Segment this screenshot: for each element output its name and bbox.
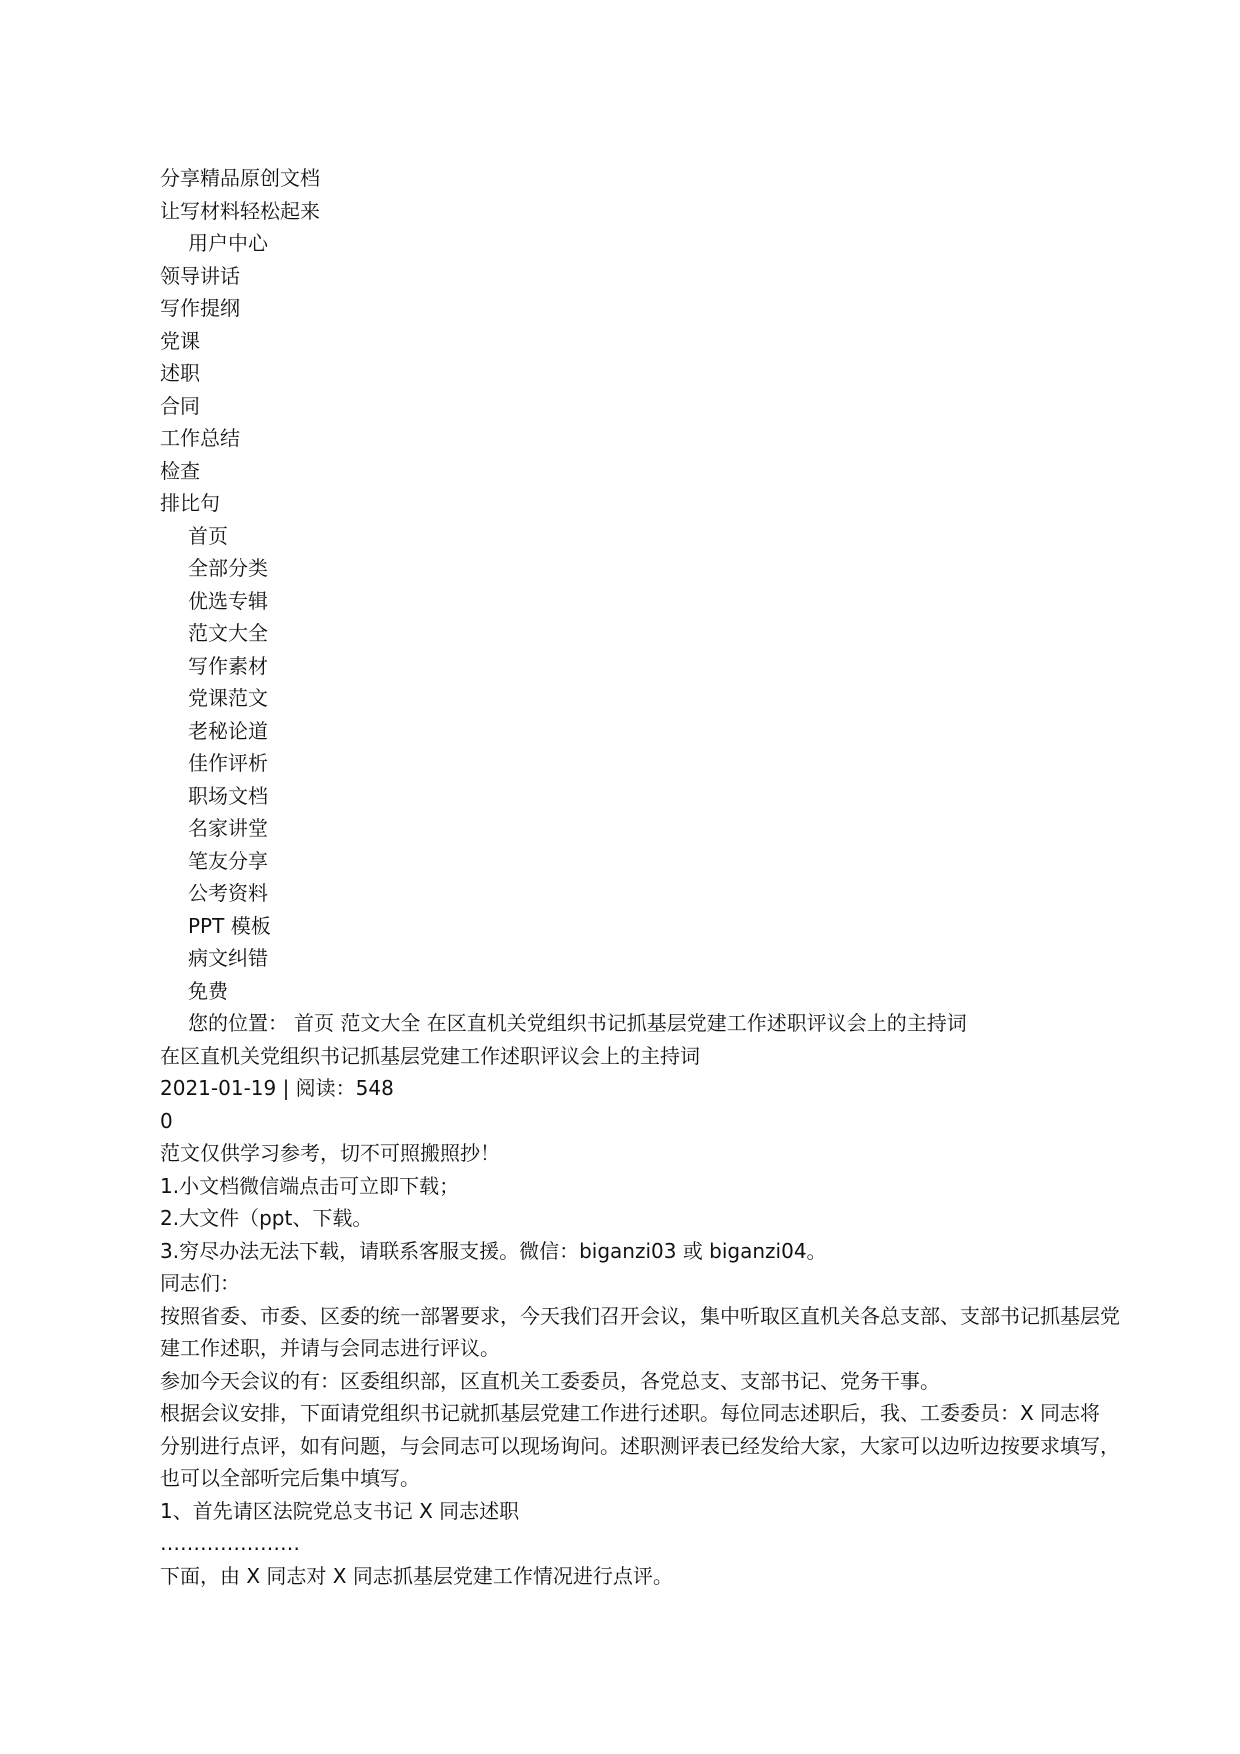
category-item-secretary[interactable]: 老秘论道 <box>188 718 268 743</box>
user-center-link[interactable]: 用户中心 <box>188 231 268 255</box>
category-item-correction[interactable]: 病文纠错 <box>188 946 268 970</box>
site-slogan: 让写材料轻松起来 <box>160 198 320 223</box>
breadcrumb-home[interactable]: 首页 <box>294 1011 334 1035</box>
category-item-materials[interactable]: 写作素材 <box>188 653 268 678</box>
category-item-share[interactable]: 笔友分享 <box>188 848 268 873</box>
breadcrumb-current: 在区直机关党组织书记抓基层党建工作述职评议会上的主持词 <box>426 1011 967 1035</box>
category-item-home[interactable]: 首页 <box>188 523 228 548</box>
download-tip: 1.小文档微信端点击可立即下载； <box>160 1173 460 1198</box>
breadcrumb-label: 您的位置： <box>188 1011 288 1035</box>
category-item-exam[interactable]: 公考资料 <box>188 881 268 905</box>
body-paragraph: 参加今天会议的有：区委组织部，区直机关工委委员，各党总支、支部书记、党务干事。 <box>160 1368 940 1393</box>
category-item-free[interactable]: 免费 <box>188 978 228 1003</box>
category-item-review[interactable]: 佳作评析 <box>188 751 268 775</box>
download-tip: 2.大文件（ppt、下载。 <box>160 1206 373 1230</box>
category-nav <box>160 520 1120 1008</box>
body-paragraph: 1、首先请区法院党总支书记 X 同志述职 <box>160 1498 520 1523</box>
category-item-workplace[interactable]: 职场文档 <box>188 783 268 808</box>
breadcrumb-section[interactable]: 范文大全 <box>340 1011 421 1035</box>
body-paragraph: ………………… <box>160 1531 300 1555</box>
site-tagline: 分享精品原创文档 <box>160 166 320 190</box>
article-body <box>160 1267 1120 1592</box>
body-paragraph: 同志们： <box>160 1271 240 1295</box>
article-title: 在区直机关党组织书记抓基层党建工作述职评议会上的主持词 <box>160 1043 700 1068</box>
document-page <box>160 162 1120 1592</box>
download-tip: 3.穷尽办法无法下载，请联系客服支援。微信：biganzi03 或 biganzi04。 <box>160 1238 827 1263</box>
nav-item-debriefing[interactable]: 述职 <box>160 361 200 385</box>
category-item-party-lesson[interactable]: 党课范文 <box>188 686 268 710</box>
category-item-lecture[interactable]: 名家讲堂 <box>188 816 268 840</box>
nav-item-writing-outline[interactable]: 写作提纲 <box>160 296 240 320</box>
copy-notice: 范文仅供学习参考，切不可照搬照抄！ <box>160 1141 500 1165</box>
like-count[interactable]: 0 <box>160 1108 173 1133</box>
breadcrumb <box>160 1007 1120 1040</box>
body-paragraph: 下面，由 X 同志对 X 同志抓基层党建工作情况进行点评。 <box>160 1563 673 1588</box>
nav-item-party-lesson[interactable]: 党课 <box>160 328 200 353</box>
category-item-featured[interactable]: 优选专辑 <box>188 588 268 613</box>
body-paragraph: 按照省委、市委、区委的统一部署要求，今天我们召开会议，集中听取区直机关各总支部、支部书记抓基层党建工作述职，并请与会同志进行评议。 <box>160 1303 1120 1360</box>
nav-item-contract[interactable]: 合同 <box>160 393 200 418</box>
category-item-samples[interactable]: 范文大全 <box>188 621 268 645</box>
article-meta: 2021-01-19 | 阅读：548 <box>160 1076 394 1100</box>
nav-item-leader-speech[interactable]: 领导讲话 <box>160 263 240 288</box>
nav-item-work-summary[interactable]: 工作总结 <box>160 426 240 450</box>
category-item-all[interactable]: 全部分类 <box>188 556 268 580</box>
body-paragraph: 根据会议安排，下面请党组织书记就抓基层党建工作进行述职。每位同志述职后，我、工委委员：X 同志将分别进行点评，如有问题，与会同志可以现场询问。述职测评表已经发给大家，大家可以边听边按要求填写，也可以全部听完后集中填写。 <box>160 1401 1120 1490</box>
nav-item-inspection[interactable]: 检查 <box>160 458 200 483</box>
nav-item-parallelism[interactable]: 排比句 <box>160 491 220 515</box>
top-nav <box>160 260 1120 520</box>
category-item-ppt[interactable]: PPT 模板 <box>188 913 271 938</box>
